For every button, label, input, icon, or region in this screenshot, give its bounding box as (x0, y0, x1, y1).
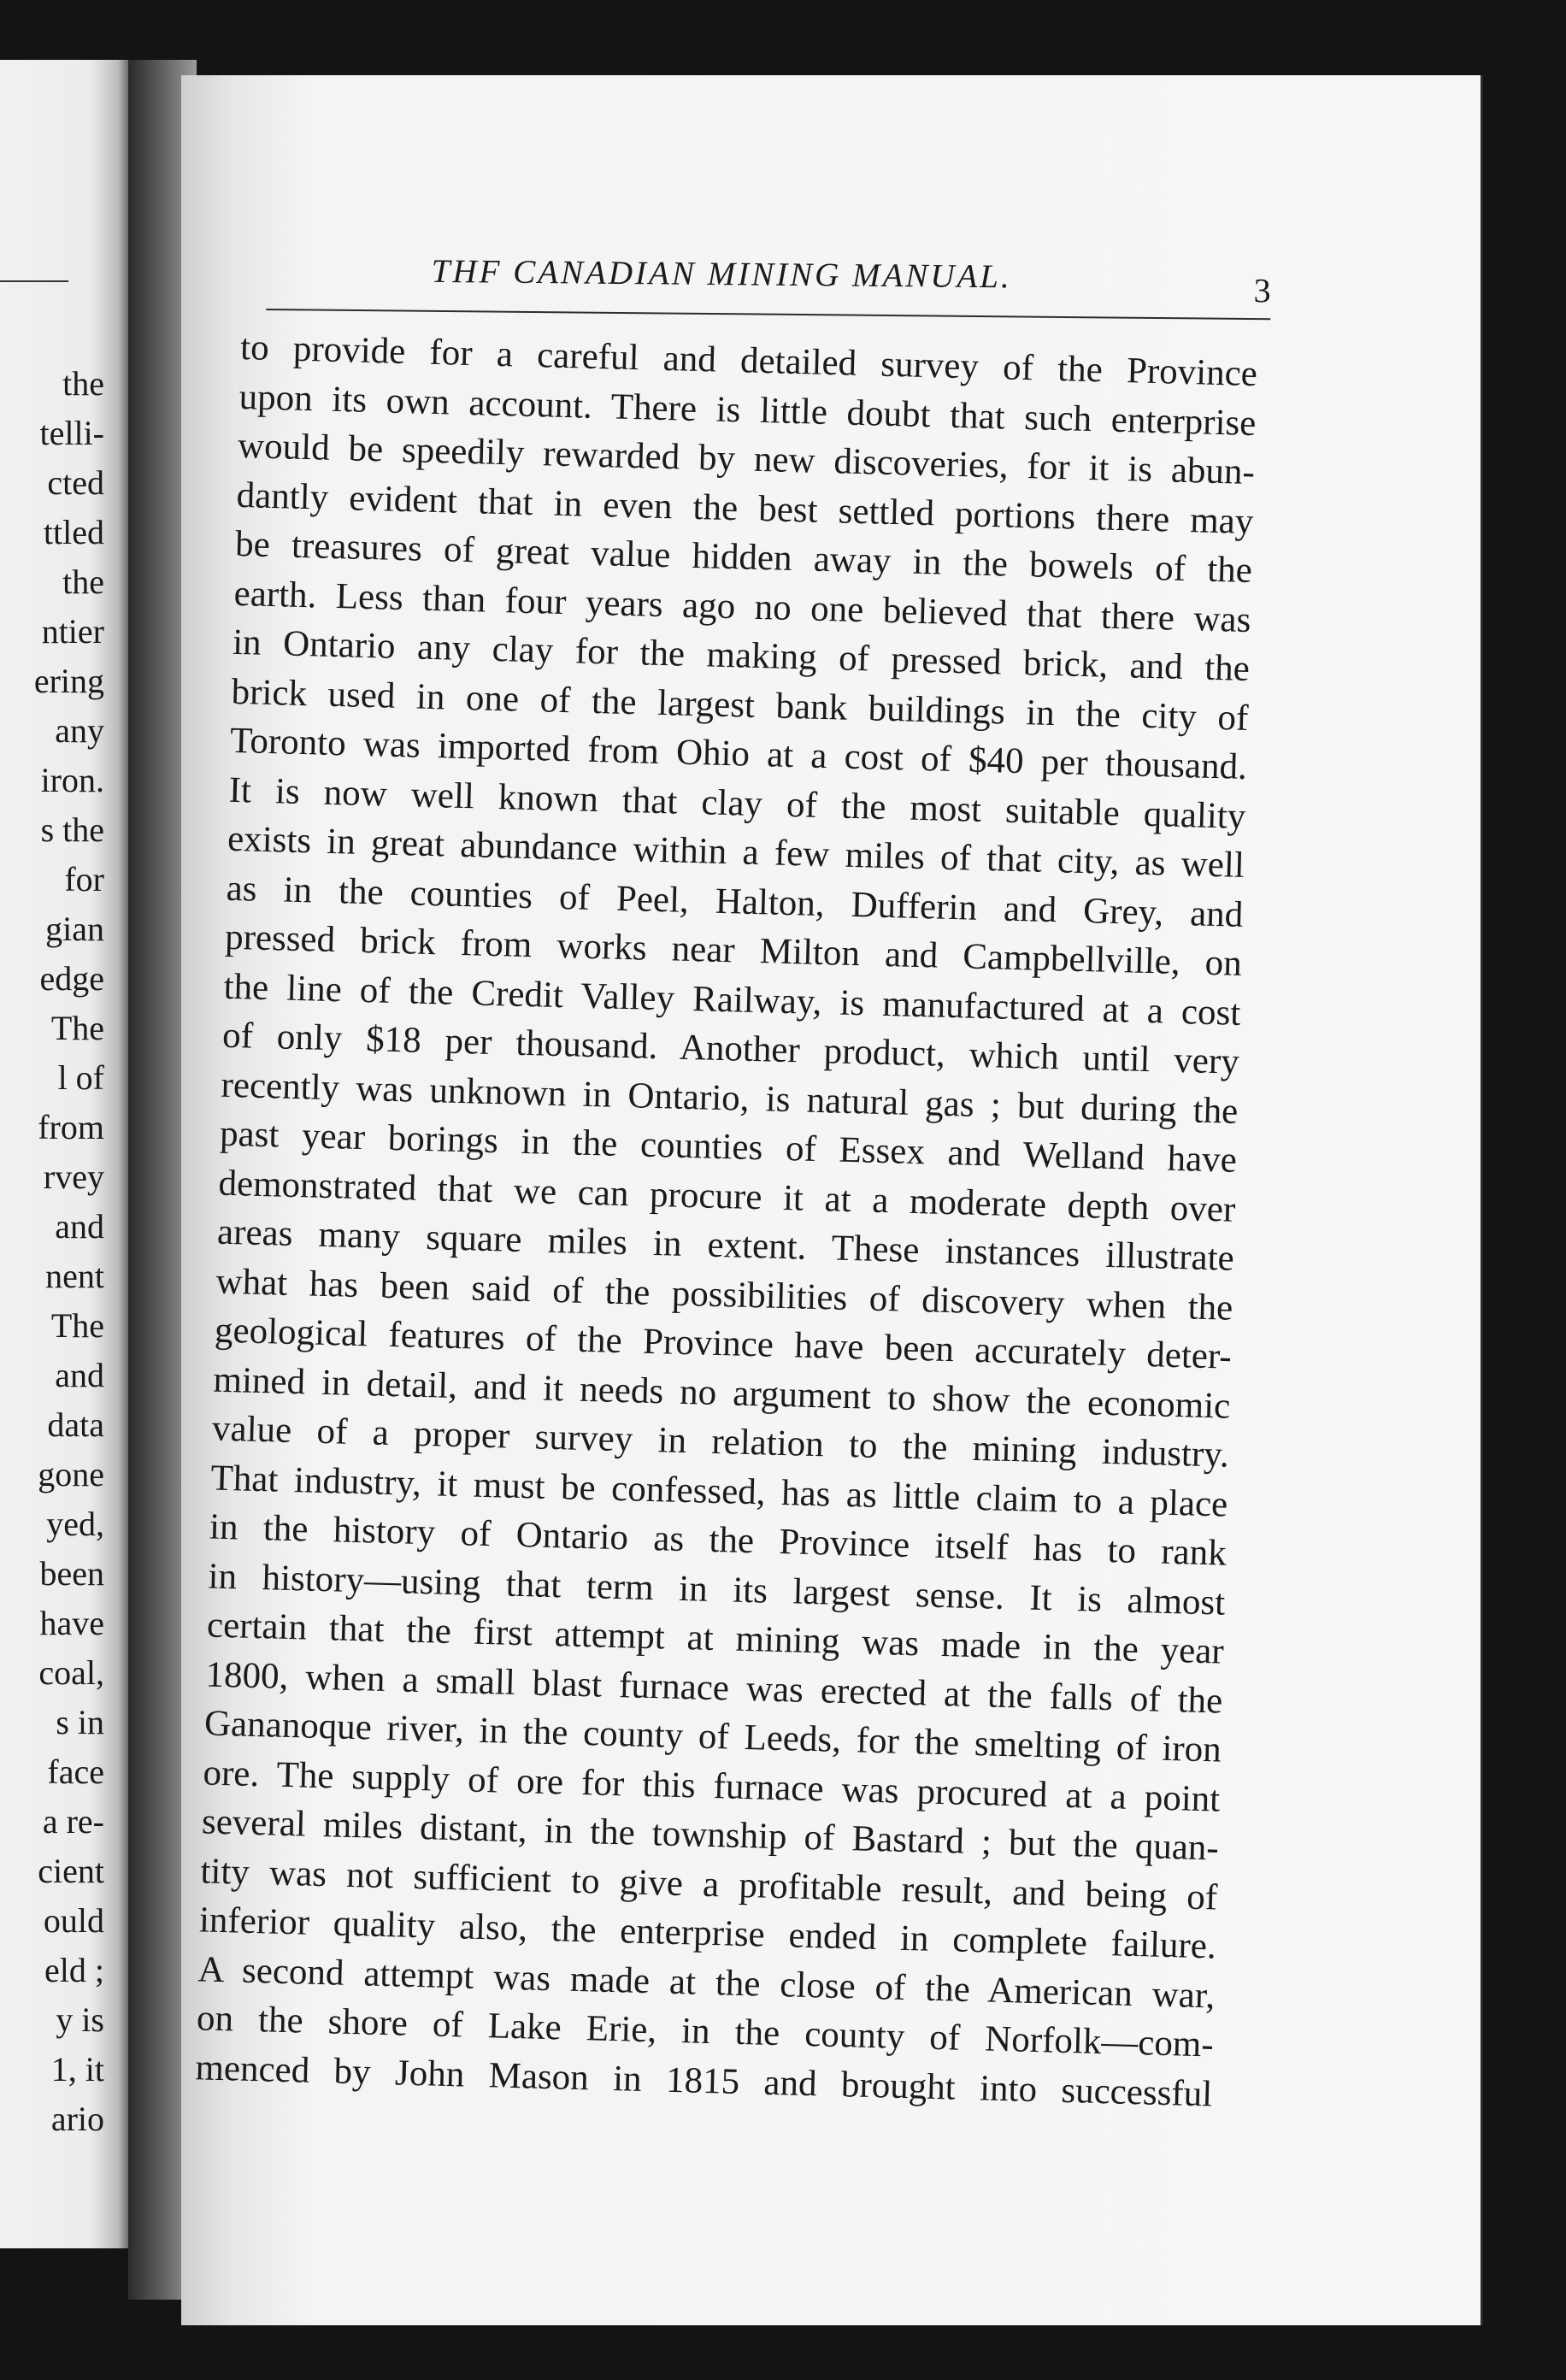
left-text-line: ttled (43, 513, 104, 551)
left-text-line: The (50, 1306, 104, 1345)
left-text-line: face (47, 1753, 104, 1791)
body-text-line: earth. Less than four years ago no one believed that there was (233, 573, 1251, 640)
body-text-line: in the history of Ontario as the Province itself has to rank (209, 1506, 1227, 1574)
body-text-line: of only $18 per thousand. Another product, which until very (221, 1015, 1240, 1082)
body-text-line: the line of the Credit Valley Railway, is manufactured at a cost (223, 966, 1241, 1034)
header-rule (266, 309, 1270, 320)
left-text-line: and (55, 1207, 104, 1246)
body-text-line: upon its own account. There is little doubt that such enterprise (238, 376, 1257, 444)
body-text-line: in history—using that term in its largest sense. It is almost (208, 1556, 1226, 1623)
body-text-line: pressed brick from works near Milton and Campbellville, on (224, 916, 1243, 984)
left-page-fragment (0, 60, 128, 2248)
body-text-line: dantly evident that in even the best settled portions there may (236, 474, 1254, 542)
left-text-line: for (64, 860, 104, 898)
body-text-line: as in the counties of Peel, Halton, Dufferin and Grey, and (226, 868, 1244, 935)
left-text-line: gone (38, 1455, 104, 1493)
left-text-line: telli- (39, 414, 104, 452)
left-text-line: cient (38, 1852, 104, 1890)
body-text-line: several miles distant, in the township of Bastard ; but the quan- (201, 1801, 1220, 1869)
body-text (195, 323, 1258, 2118)
body-text-line: in Ontario any clay for the making of pressed brick, and the (232, 622, 1251, 690)
body-text-line: demonstrated that we can procure it at a moderate depth over (218, 1163, 1236, 1230)
left-text-line: eld ; (44, 1951, 104, 1989)
left-text-line: iron. (40, 761, 104, 799)
body-text-line: certain that the first attempt at mining was made in the year (206, 1605, 1225, 1672)
body-text-line: mined in detail, and it needs no argument to show the economic (213, 1359, 1231, 1427)
body-text-line: on the shore of Lake Erie, in the county of Norfolk—com- (196, 1998, 1215, 2065)
body-text-line: ore. The supply of ore for this furnace was procured at a point (202, 1752, 1221, 1820)
left-text-line: a re- (42, 1802, 104, 1841)
left-text-line: cted (47, 463, 104, 502)
left-text-line: coal, (38, 1653, 104, 1692)
body-text-line: Toronto was imported from Ohio at a cost of $40 per thousand. (229, 720, 1248, 787)
left-text-line: l of (57, 1058, 104, 1097)
left-text-line: the (62, 364, 104, 403)
left-header-rule (0, 280, 68, 282)
left-text-line: gian (45, 910, 104, 948)
body-text-line: would be speedily rewarded by new discoveries, for it is abun- (237, 425, 1256, 493)
left-text-line: s the (40, 810, 104, 849)
body-text-line: exists in great abundance within a few miles of that city, as well (227, 818, 1245, 886)
body-text-line: menced by John Mason in 1815 and brought into successful (194, 2047, 1213, 2114)
body-text-line: brick used in one of the largest bank buildings in the city of (231, 671, 1249, 739)
body-text-line: recently was unknown in Ontario, is natural gas ; but during the (221, 1064, 1239, 1132)
body-text-line: what has been said of the possibilities of discovery when the (215, 1261, 1233, 1328)
body-text-line: past year borings in the counties of Essex and Welland have (219, 1113, 1238, 1181)
left-text-line: and (55, 1356, 104, 1394)
body-text-line: geological features of the Province have been accurately deter- (214, 1310, 1233, 1377)
left-text-line: data (47, 1405, 104, 1444)
body-text-line: tity was not sufficient to give a profitable result, and being of (199, 1850, 1218, 1918)
body-text-line: 1800, when a small blast furnace was erected at the falls of the (204, 1653, 1223, 1722)
left-text-line: s in (56, 1703, 104, 1741)
body-text-line: inferior quality also, the enterprise ended in complete failure. (198, 1900, 1217, 1967)
left-text-line: ould (43, 1901, 104, 1940)
left-text-line: rvey (43, 1158, 104, 1196)
left-text-line: have (39, 1604, 104, 1642)
left-text-line: ario (50, 2100, 104, 2138)
body-text-line: Gananoque river, in the county of Leeds, for the smelting of iron (203, 1703, 1222, 1770)
left-text-line: nent (45, 1257, 104, 1295)
left-text-line: the (62, 563, 104, 601)
body-text-line: to provide for a careful and detailed survey of the Province (239, 327, 1258, 395)
body-text-line: areas many square miles in extent. These instances illustrate (216, 1211, 1235, 1279)
left-text-line: edge (39, 959, 104, 998)
body-text-line: be treasures of great value hidden away in the bowels of the (234, 523, 1253, 592)
left-text-line: ntier (41, 612, 104, 651)
left-text-line: any (55, 711, 104, 750)
left-text-line: y is (56, 2000, 104, 2039)
right-page (181, 75, 1483, 2325)
body-text-line: It is now well known that clay of the most suitable quality (228, 769, 1246, 837)
left-text-line: ering (33, 662, 104, 700)
body-text-line: value of a proper survey in relation to the mining industry. (211, 1408, 1230, 1476)
body-text-line: That industry, it must be confessed, has as little claim to a place (210, 1458, 1228, 1525)
left-text-line: from (38, 1108, 104, 1146)
left-text-line: yed, (46, 1505, 104, 1543)
page-header (266, 250, 1271, 328)
left-page-text (0, 359, 104, 2144)
left-text-line: 1, it (50, 2050, 104, 2088)
page-number: 3 (1253, 271, 1271, 310)
running-title: THF CANADIAN MINING MANUAL. (431, 252, 1012, 296)
left-text-line: been (39, 1554, 104, 1593)
left-text-line: The (50, 1009, 104, 1047)
body-text-line: A second attempt was made at the close of the American war, (197, 1948, 1216, 2016)
